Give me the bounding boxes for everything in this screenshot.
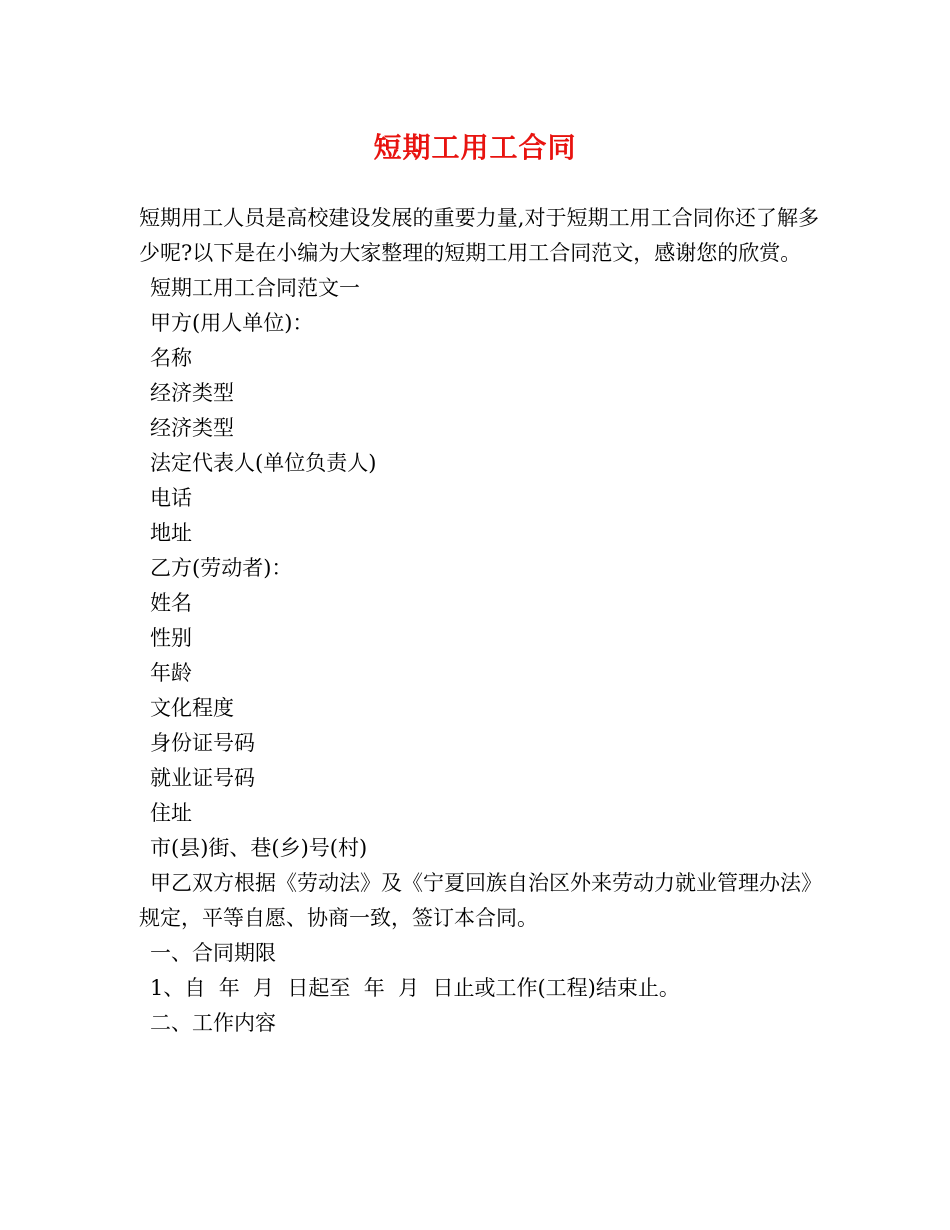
field-id-number: 身份证号码 bbox=[150, 731, 255, 755]
basis-paragraph: 甲乙双方根据《劳动法》及《宁夏回族自治区外来劳动力就业管理办法》规定，平等自愿、协商一致，签订本合同。 bbox=[139, 871, 812, 930]
field-address: 地址 bbox=[150, 521, 192, 545]
field-phone: 电话 bbox=[150, 486, 192, 510]
section-1-item: 1、自 年 月 日起至 年 月 日止或工作(工程)结束止。 bbox=[150, 976, 680, 1000]
field-economic-type-2: 经济类型 bbox=[150, 416, 234, 440]
section-1-heading: 一、合同期限 bbox=[150, 941, 276, 965]
field-employment-cert-number: 就业证号码 bbox=[150, 766, 255, 790]
contract-sample-heading: 短期工用工合同范文一 bbox=[150, 276, 360, 300]
document-body bbox=[139, 201, 819, 1041]
field-education: 文化程度 bbox=[150, 696, 234, 720]
section-2-heading: 二、工作内容 bbox=[150, 1011, 276, 1035]
field-age: 年龄 bbox=[150, 661, 192, 685]
intro-paragraph: 短期用工人员是高校建设发展的重要力量,对于短期工用工合同你还了解多少呢?以下是在小编为大家整理的短期工用工合同范文，感谢您的欣赏。 bbox=[139, 206, 819, 265]
field-residence: 住址 bbox=[150, 801, 192, 825]
field-name: 名称 bbox=[150, 346, 192, 370]
party-b-heading: 乙方(劳动者)： bbox=[150, 556, 293, 580]
field-gender: 性别 bbox=[150, 626, 192, 650]
document-title: 短期工用工合同 bbox=[373, 131, 577, 164]
field-legal-representative: 法定代表人(单位负责人) bbox=[150, 451, 377, 475]
field-person-name: 姓名 bbox=[150, 591, 192, 615]
field-economic-type: 经济类型 bbox=[150, 381, 234, 405]
field-residence-detail: 市(县)街、巷(乡)号(村) bbox=[150, 836, 368, 860]
party-a-heading: 甲方(用人单位)： bbox=[150, 311, 314, 335]
